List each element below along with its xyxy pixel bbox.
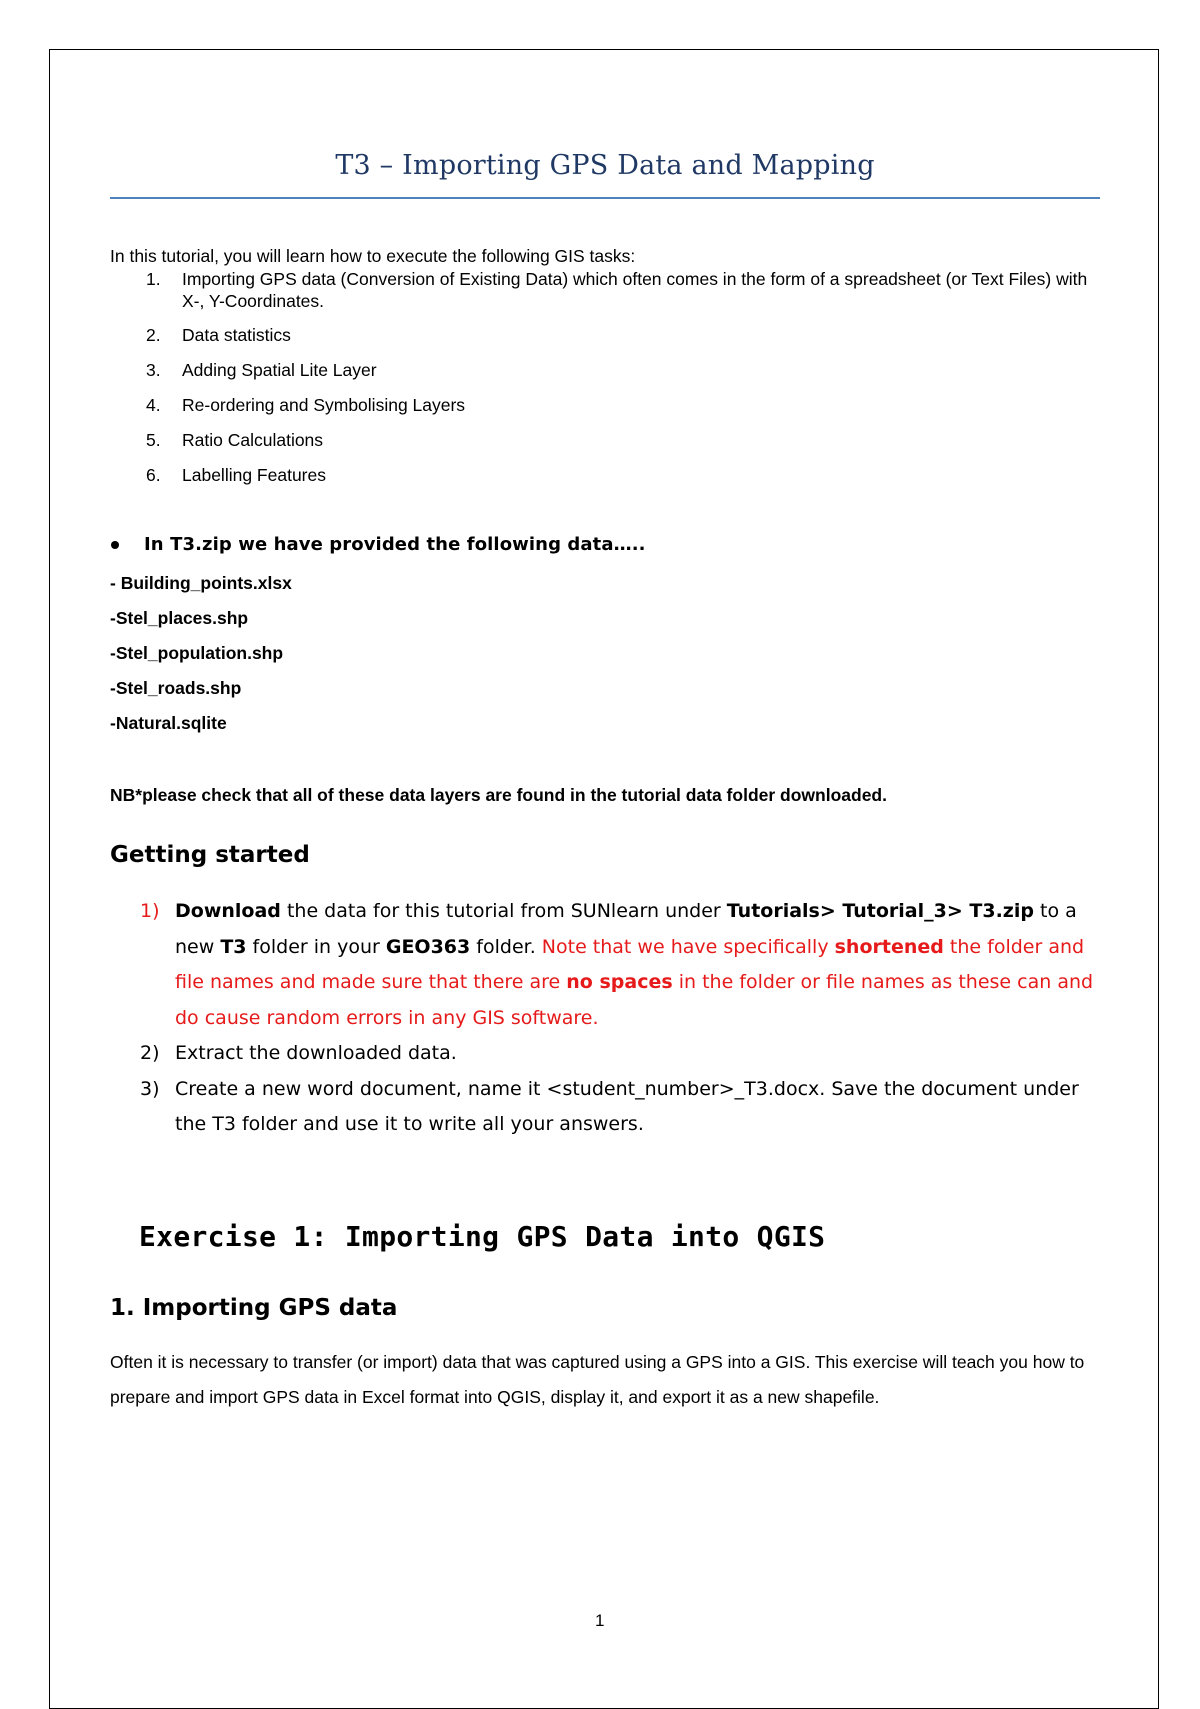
file-item: -Stel_roads.shp xyxy=(110,678,242,698)
page-number: 1 xyxy=(595,1611,605,1630)
task-item: 4. Re-ordering and Symbolising Layers xyxy=(146,395,466,415)
step-item: 3) Create a new word document, name it <student_number>_T3.docx. Save the document under the T3 folder and use it to write all your answers. xyxy=(140,1077,1079,1135)
file-list xyxy=(110,572,292,747)
steps-list xyxy=(110,894,1100,1143)
body-paragraph: Often it is necessary to transfer (or import) data that was captured using a GPS into a GIS. This exercise will teach you how to prepare and import GPS data in Excel format into QGIS, display it, and export it as a new shapefile. xyxy=(110,1352,1085,1407)
getting-started-heading: Getting started xyxy=(110,842,310,868)
file-item: -Natural.sqlite xyxy=(110,713,227,733)
file-item: - Building_points.xlsx xyxy=(110,573,292,593)
file-item: -Stel_places.shp xyxy=(110,608,249,628)
task-item: 5. Ratio Calculations xyxy=(146,430,324,450)
step-item: 1) Download the data for this tutorial from SUNlearn under Tutorials> Tutorial_3> T3.zip to a new T3 folder in your GEO363 folder. Note that we have specifically shortened the folder and file names and made sure that there are no spaces in the folder or file names as these can and do cause random errors in any GIS software. xyxy=(140,900,1094,1029)
provided-data-heading: In T3.zip we have provided the following data….. xyxy=(144,534,646,555)
step-item: 2) Extract the downloaded data. xyxy=(140,1042,457,1064)
task-item: 3. Adding Spatial Lite Layer xyxy=(146,360,377,380)
intro-text: In this tutorial, you will learn how to execute the following GIS tasks: xyxy=(110,246,636,266)
task-list xyxy=(110,268,1100,499)
task-item: 6. Labelling Features xyxy=(146,465,326,485)
nb-note: NB*please check that all of these data layers are found in the tutorial data folder downloaded. xyxy=(110,785,887,805)
exercise-heading: Exercise 1: Importing GPS Data into QGIS xyxy=(139,1220,826,1253)
document-title: T3 – Importing GPS Data and Mapping xyxy=(335,150,875,181)
task-item: 1. Importing GPS data (Conversion of Existing Data) which often comes in the form of a spreadsheet (or Text Files) with X-, Y-Coordinates. xyxy=(146,269,1088,311)
section-heading: 1. Importing GPS data xyxy=(110,1295,398,1321)
file-item: -Stel_population.shp xyxy=(110,643,284,663)
title-underline xyxy=(110,197,1100,199)
task-item: 2. Data statistics xyxy=(146,325,291,345)
